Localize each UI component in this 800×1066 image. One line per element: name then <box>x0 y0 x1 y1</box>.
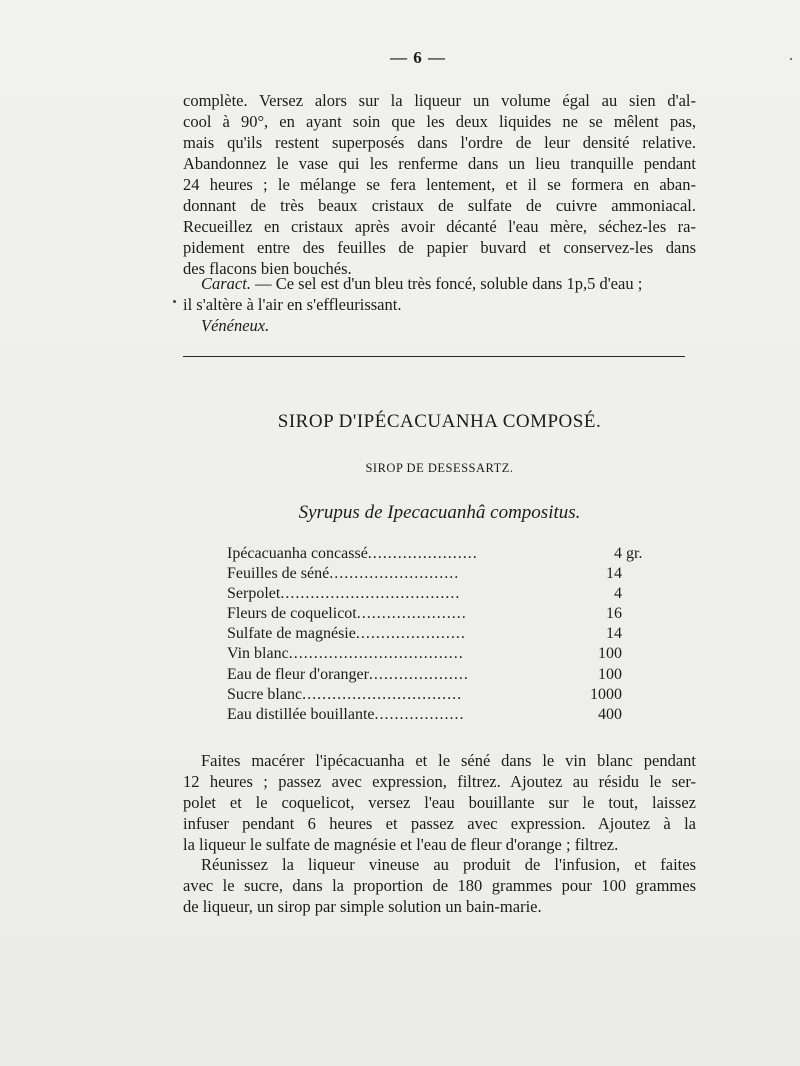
characteristics-text: — Ce sel est d'un bleu très foncé, soluble dans 1p,5 d'eau ; <box>250 274 643 293</box>
paragraph-line: 12 heures ; passez avec expression, filtrez. Ajoutez au résidu le ser- <box>183 772 696 791</box>
ingredient-name-cell <box>227 624 543 644</box>
paragraph-line: la liqueur le sulfate de magnésie et l'eau de fleur d'orange ; filtrez. <box>183 835 619 854</box>
leader-dots: ...................... <box>355 625 466 643</box>
paper-speck <box>790 58 792 60</box>
ingredient-row <box>227 685 647 705</box>
characteristics-line <box>183 273 696 294</box>
ingredient-name-cell <box>227 644 543 664</box>
ingredient-quantity: 14 <box>606 565 622 583</box>
leader-dots: ................................... <box>288 645 464 663</box>
ingredient-quantity: 100 <box>598 645 622 663</box>
ingredient-quantity: 4 <box>614 585 622 603</box>
leader-dots: .................... <box>368 665 469 683</box>
paragraph-line: Abandonnez le vase qui les renferme dans un lieu tranquille pendant <box>183 154 696 173</box>
ingredient-name: Ipécacuanha concassé <box>227 545 368 562</box>
ingredient-unit: gr. <box>626 545 643 562</box>
ingredient-name-cell <box>227 705 543 725</box>
paper-speck <box>173 300 176 303</box>
recipe-subtitle: SIROP DE DESESSARTZ. <box>365 461 514 475</box>
final-paragraph <box>183 854 696 917</box>
ingredient-name: Fleurs de coquelicot <box>227 605 357 623</box>
recipe-title: SIROP D'IPÉCACUANHA COMPOSÉ. <box>277 411 602 432</box>
ingredient-row <box>227 644 647 664</box>
ingredient-quantity: 14 <box>606 625 622 643</box>
ingredient-name: Eau distillée bouillante <box>227 705 375 723</box>
ingredient-name-cell <box>227 584 543 604</box>
ingredient-row <box>227 544 647 564</box>
ingredient-name: Feuilles de séné <box>227 565 330 583</box>
ingredient-name-cell <box>227 685 543 705</box>
ingredient-quantity: 4 <box>614 545 622 562</box>
ingredient-row <box>227 564 647 584</box>
paragraph-line: Faites macérer l'ipécacuanha et le séné dans le vin blanc pendant <box>201 751 696 770</box>
leader-dots: .......................... <box>329 565 460 583</box>
ingredient-name-cell <box>227 564 543 584</box>
ingredient-name: Serpolet <box>227 585 281 603</box>
ingredient-name-cell <box>227 665 543 685</box>
paragraph-line: de liqueur, un sirop par simple solution un bain-marie. <box>183 897 542 916</box>
ingredient-name-cell <box>227 604 543 624</box>
paragraph-line: avec le sucre, dans la proportion de 180 grammes pour 100 grammes <box>183 876 696 895</box>
intro-paragraph <box>183 90 696 279</box>
ingredient-list <box>227 544 647 725</box>
ingredient-row <box>227 624 647 644</box>
page-number: — 6 — <box>390 48 446 67</box>
ingredient-name: Sulfate de magnésie <box>227 625 356 643</box>
recipe-latin-name: Syrupus de Ipecacuanhâ compositus. <box>298 502 581 523</box>
characteristics-block <box>183 273 696 336</box>
ingredient-quantity: 16 <box>606 605 622 623</box>
ingredient-quantity: 100 <box>598 665 622 683</box>
leader-dots: .................................... <box>280 585 461 603</box>
paragraph-line: pidement entre des feuilles de papier buvard et conservez-les dans <box>183 238 696 257</box>
section-divider <box>183 356 685 357</box>
paragraph-line: complète. Versez alors sur la liqueur un volume égal au sien d'al- <box>183 91 696 110</box>
ingredient-quantity: 400 <box>598 705 622 723</box>
paragraph-line: Réunissez la liqueur vineuse au produit de l'infusion, et faites <box>201 855 696 874</box>
ingredient-row <box>227 665 647 685</box>
characteristics-line-2: il s'altère à l'air en s'effleurissant. <box>183 295 402 314</box>
paragraph-line: infuser pendant 6 heures et passez avec expression. Ajoutez à la <box>183 814 696 833</box>
ingredient-name-cell <box>227 544 543 564</box>
paragraph-line: Recueillez en cristaux après avoir décanté l'eau mère, séchez-les ra- <box>183 217 696 236</box>
ingredient-row <box>227 705 647 725</box>
paragraph-line: mais qu'ils restent superposés dans l'ordre de leur densité relative. <box>183 133 696 152</box>
ingredient-name: Eau de fleur d'oranger <box>227 665 369 683</box>
ingredient-row <box>227 584 647 604</box>
leader-dots: .................. <box>374 705 465 723</box>
paragraph-line: donnant de très beaux cristaux de sulfate de cuivre ammoniacal. <box>183 196 696 215</box>
ingredient-row <box>227 604 647 624</box>
ingredient-quantity: 1000 <box>590 685 622 703</box>
paragraph-line: polet et le coquelicot, versez l'eau bouillante sur le tout, laissez <box>183 793 696 812</box>
leader-dots: ................................ <box>302 685 463 703</box>
leader-dots: ...................... <box>367 545 478 562</box>
instructions-paragraph <box>183 750 696 855</box>
paragraph-line: cool à 90°, en ayant soin que les deux liquides ne se mêlent pas, <box>183 112 696 131</box>
ingredient-name: Sucre blanc <box>227 685 303 703</box>
paragraph-line: des flacons bien bouchés. <box>183 259 352 278</box>
characteristics-label: Caract. <box>201 274 251 293</box>
leader-dots: ...................... <box>356 605 467 623</box>
poison-warning: Vénéneux. <box>201 316 270 335</box>
paragraph-line: 24 heures ; le mélange se fera lentement, et il se formera en aban- <box>183 175 696 194</box>
ingredient-name: Vin blanc <box>227 645 289 663</box>
